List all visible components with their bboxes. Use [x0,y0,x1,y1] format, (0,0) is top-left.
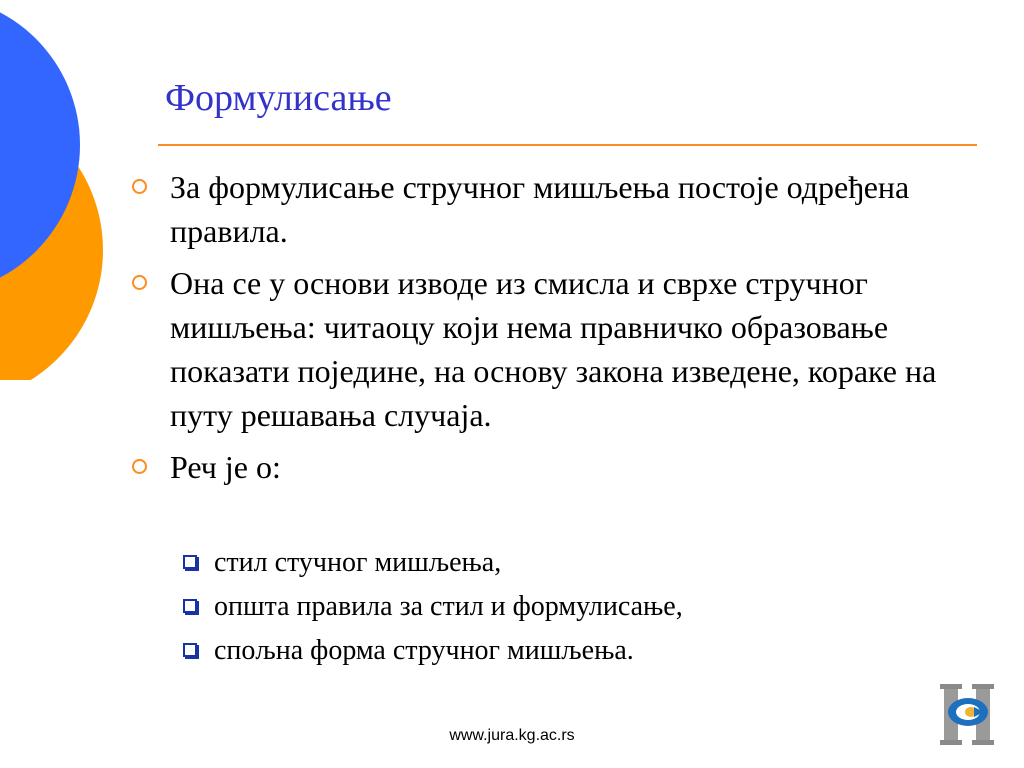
subbullet-text: стил стучног мишљења, [214,547,502,578]
title-underline [158,144,977,146]
bullet-list [132,165,962,497]
bullet-text: За формулисање стручног мишљења постоје одређена правила. [170,169,910,249]
bullet-text: Она се у основи изводе из смисла и сврхе стручног мишљења: читаоцу који нема правничко образовање показати поједине, на основу закона изведене, кораке на путу решавања случаја. [170,265,937,433]
footer-url: www.jura.kg.ac.rs [449,727,575,744]
decorative-circles [0,0,110,380]
subbullet-text: општа правила за стил и формулисање, [214,591,683,622]
subbullet-item [183,541,683,585]
square-bullet-icon [183,643,197,657]
bullet-item [132,261,962,437]
bullet-item [132,445,962,489]
slide-title: Формулисање [165,77,392,119]
bullet-item [132,165,962,253]
subbullet-list [183,541,683,673]
subbullet-item [183,629,683,673]
square-bullet-icon [183,599,197,613]
circle-bullet-icon [132,459,147,474]
faculty-logo-icon [938,682,998,748]
subbullet-text: спољна форма стручног мишљења. [214,635,634,666]
circle-bullet-icon [132,275,147,290]
square-bullet-icon [183,555,197,569]
circle-bullet-icon [132,179,147,194]
bullet-text: Реч је о: [170,449,281,485]
subbullet-item [183,585,683,629]
